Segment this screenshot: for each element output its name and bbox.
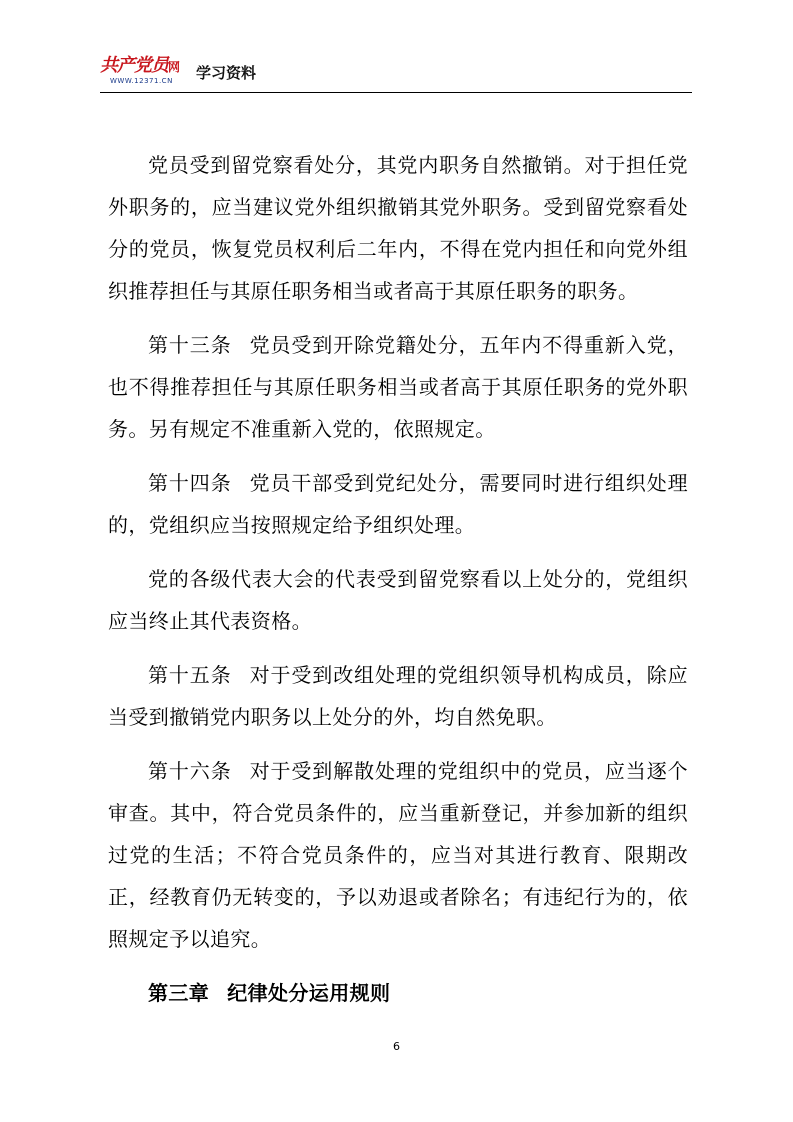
header-divider — [100, 92, 692, 93]
paragraph-text: 党的各级代表大会的代表受到留党察看以上处分的，党组织应当终止其代表资格。 — [108, 567, 688, 633]
site-logo[interactable] — [100, 56, 180, 86]
paragraph-article-15 — [108, 654, 688, 738]
logo-text: 共产党员 — [100, 55, 168, 76]
article-number: 第十三条 — [148, 333, 232, 357]
paragraph-representatives — [108, 558, 688, 642]
paragraph-article-13 — [108, 324, 688, 450]
paragraph-text: 党员受到留党察看处分，其党内职务自然撤销。对于担任党外职务的，应当建议党外组织撤销其党外职务。受到留党察看处分的党员，恢复党员权利后二年内，不得在党内担任和向党外组织推荐担任与其原任职务相当或者高于其原任职务的职务。 — [108, 153, 688, 303]
page-header — [100, 56, 692, 96]
paragraph-text: 党员受到开除党籍处分，五年内不得重新入党，也不得推荐担任与其原任职务相当或者高于其原任职务的党外职务。另有规定不准重新入党的，依照规定。 — [108, 333, 688, 441]
logo-suffix: 网 — [168, 60, 181, 74]
logo-url: WWW.12371.CN — [110, 77, 173, 85]
chapter-heading — [108, 972, 688, 1014]
page-number: 6 — [393, 1040, 400, 1053]
chapter-number: 第三章 — [148, 981, 210, 1005]
document-body — [108, 144, 688, 1014]
article-number: 第十四条 — [148, 471, 232, 495]
paragraph-1 — [108, 144, 688, 312]
paragraph-text: 对于受到改组处理的党组织领导机构成员，除应当受到撤销党内职务以上处分的外，均自然免职。 — [108, 663, 688, 729]
header-title: 学习资料 — [196, 64, 257, 82]
chapter-title: 纪律处分运用规则 — [227, 981, 391, 1005]
paragraph-article-16 — [108, 750, 688, 960]
paragraph-text: 对于受到解散处理的党组织中的党员，应当逐个审查。其中，符合党员条件的，应当重新登记，并参加新的组织过党的生活；不符合党员条件的，应当对其进行教育、限期改正，经教育仍无转变的，予以劝退或者除名；有违纪行为的，依照规定予以追究。 — [108, 759, 688, 951]
article-number: 第十五条 — [148, 663, 232, 687]
paragraph-text: 党员干部受到党纪处分，需要同时进行组织处理的，党组织应当按照规定给予组织处理。 — [108, 471, 688, 537]
article-number: 第十六条 — [148, 759, 232, 783]
paragraph-article-14 — [108, 462, 688, 546]
